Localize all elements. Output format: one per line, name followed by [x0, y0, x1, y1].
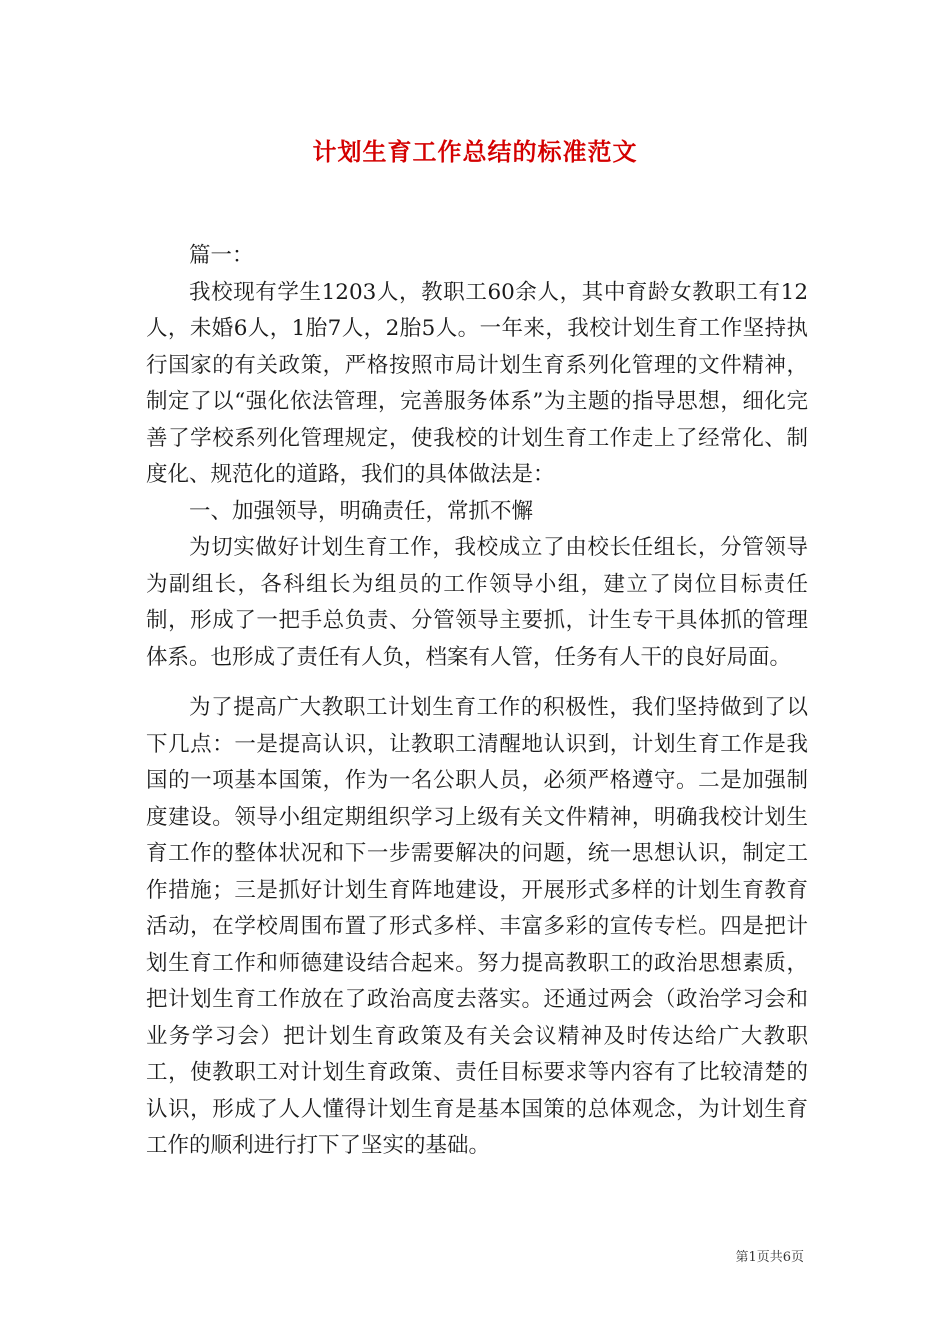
section-heading: 一、加强领导，明确责任，常抓不懈	[189, 498, 534, 524]
document-title: 计划生育工作总结的标准范文	[312, 137, 638, 166]
paragraph-measures: 为了提高广大教职工计划生育工作的积极性，我们坚持做到了以下几点：一是提高认识，让教职工清醒地认识到，计划生育工作是我国的一项基本国策，作为一名公职人员，必须严格遵守。二是加强制度建设。领导小组定期组织学习上级有关文件精神，明确我校计划生育工作的整体状况和下一步需要解决的问题，统一思想认识，制定工作措施；三是抓好计划生育阵地建设，开展形式多样的计划生育教育活动，在学校周围布置了形式多样、丰富多彩的宣传专栏。四是把计划生育工作和师德建设结合起来。努力提高教职工的政治思想素质，把计划生育工作放在了政治高度去落实。还通过两会（政治学习会和业务学习会）把计划生育政策及有关会议精神及时传达给广大教职工，使教职工对计划生育政策、责任目标要求等内容有了比较清楚的认识，形成了人人懂得计划生育是基本国策的总体观念，为计划生育工作的顺利进行打下了坚实的基础。	[146, 695, 808, 1158]
paragraph-leadership: 为切实做好计划生育工作，我校成立了由校长任组长，分管领导为副组长，各科组长为组员的工作领导小组，建立了岗位目标责任制，形成了一把手总负责、分管领导主要抓，计生专干具体抓的管理体系。也形成了责任有人负，档案有人管，任务有人干的良好局面。	[146, 535, 808, 670]
page-number: 第1页共6页	[735, 1250, 804, 1265]
paragraph-intro: 我校现有学生1203人，教职工60余人，其中育龄女教职工有12人，未婚6人，1胎7人，2胎5人。一年来，我校计划生育工作坚持执行国家的有关政策，严格按照市局计划生育系列化管理的文件精神，制定了以“强化依法管理，完善服务体系”为主题的指导思想，细化完善了学校系列化管理规定，使我校的计划生育工作走上了经常化、制度化、规范化的道路，我们的具体做法是：	[146, 279, 808, 487]
section-label: 篇一：	[189, 243, 254, 268]
document-body	[146, 238, 808, 1165]
